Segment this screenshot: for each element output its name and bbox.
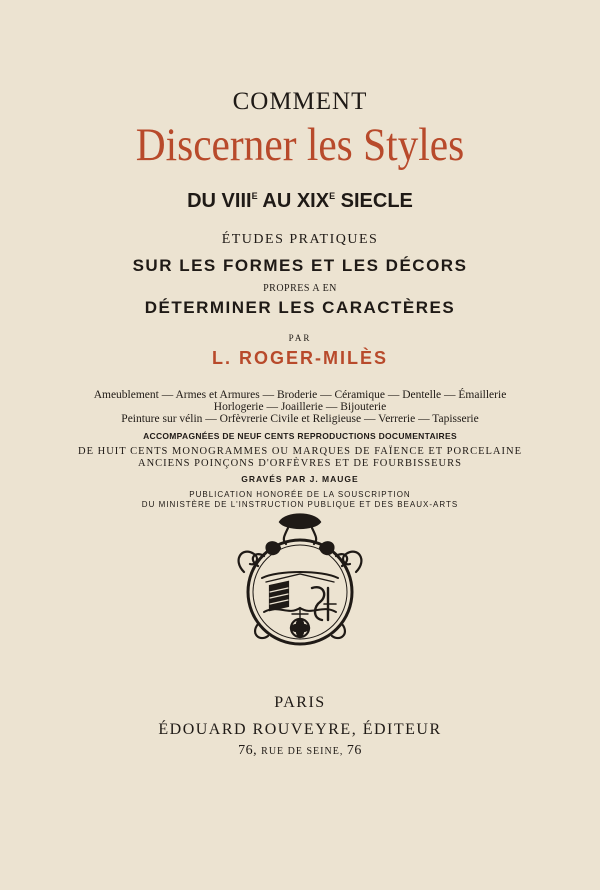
engraver-line: GRAVÉS PAR J. MAUGE (241, 474, 359, 484)
formes-line: SUR LES FORMES ET LES DÉCORS (132, 256, 468, 275)
century-part-3: SIECLE (335, 190, 413, 212)
century-superscript-1: E (251, 191, 258, 201)
etudes-line: ÉTUDES PRATIQUES (221, 232, 379, 247)
century-part-2: AU XIX (257, 190, 330, 212)
address-number-2: 76 (346, 743, 362, 758)
publisher-mark-emblem-icon (228, 508, 372, 652)
imprint-publisher: ÉDOUARD ROUVEYRE, ÉDITEUR (158, 721, 442, 738)
century-part-1: DU VIII (187, 190, 252, 212)
monogrammes-line: DE HUIT CENTS MONOGRAMMES OU MARQUES DE FAÏENCE ET PORCELAINE (78, 446, 522, 457)
subjects-line-1: Ameublement — Armes et Armures — Broderie — Céramique — Dentelle — Émaillerie (93, 389, 507, 401)
publication-line-2: DU MINISTÈRE DE L'INSTRUCTION PUBLIQUE ET DES BEAUX-ARTS (141, 500, 459, 509)
address-street: RUE DE SEINE, (261, 746, 347, 757)
title-comment: COMMENT (232, 88, 368, 115)
par-label: PAR (288, 333, 312, 343)
subjects-line-3: Peinture sur vélin — Orfèvrerie Civile et Religieuse — Verrerie — Tapisserie (121, 413, 479, 425)
publication-line-1: PUBLICATION HONORÉE DE LA SOUSCRIPTION (189, 490, 411, 499)
author-name: L. ROGER-MILÈS (212, 348, 388, 368)
reproductions-line: ACCOMPAGNÉES DE NEUF CENTS REPRODUCTIONS DOCUMENTAIRES (143, 431, 457, 441)
subjects-line-2: Horlogerie — Joaillerie — Bijouterie (213, 401, 387, 413)
imprint-city: PARIS (274, 694, 326, 711)
main-title: Discerner les Styles (135, 119, 465, 171)
century-superscript-2: E (329, 191, 336, 201)
century-subtitle (0, 190, 600, 213)
determiner-line: DÉTERMINER LES CARACTÈRES (144, 298, 456, 317)
poincons-line: ANCIENS POINÇONS D'ORFÈVRES ET DE FOURBISSEURS (138, 458, 462, 469)
imprint-address (0, 743, 600, 759)
address-number-1: 76, (238, 743, 262, 758)
propres-line: PROPRES A EN (263, 283, 337, 294)
